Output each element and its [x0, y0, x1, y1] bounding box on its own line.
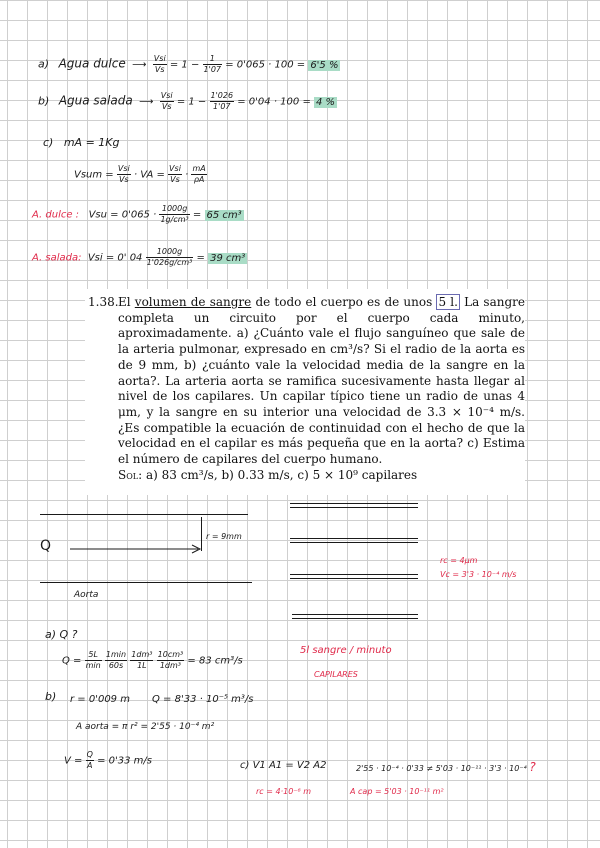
fraction: $\frac{\text{Vsi}}{Vs}$	[169, 164, 181, 184]
equation-text: = 0'04 · 100 =	[237, 96, 311, 108]
mass-given: mA = 1Kg	[63, 136, 120, 149]
part-c-line	[43, 136, 120, 149]
underlined-phrase: volumen de sangre	[134, 295, 252, 309]
asalada-line	[32, 247, 247, 268]
aorta-area: A aorta = π r² = 2'55 · 10⁻⁴ m²	[76, 722, 215, 732]
capillary-line	[290, 574, 418, 575]
part-b-marker: b)	[38, 94, 50, 108]
continuity-check	[356, 760, 536, 774]
result-highlight: 4 %	[316, 96, 336, 108]
result-highlight: 6'5 %	[310, 59, 339, 71]
capillary-radius-note: rc = 4μm	[440, 556, 478, 565]
equation-text: ·	[185, 169, 189, 181]
fraction: $\frac{\text{1dm³}}{1L}$	[131, 650, 153, 670]
problem-number: 1.38.	[88, 295, 119, 309]
capillary-line	[290, 542, 418, 543]
fraction: $\frac{5L}{\min}$	[85, 650, 101, 670]
asalada-label: A. salada:	[32, 252, 82, 264]
fraction: $\frac{\text{Vsi}}{Vs}$	[153, 54, 166, 74]
problem-body	[118, 295, 525, 483]
solution-text: a) 83 cm³/s, b) 0.33 m/s, c) 5 × 10⁹ capilares	[145, 467, 418, 482]
question-b-marker: b)	[45, 690, 57, 703]
fraction: $\frac{1\min}{60s}$	[105, 650, 127, 670]
solution-label: Sol:	[118, 467, 143, 482]
capillary-line	[290, 538, 418, 539]
part-a-line	[38, 54, 340, 75]
blood-volume-note: 5l sangre / minuto	[300, 645, 392, 656]
velocity-calc	[64, 750, 152, 771]
equation-text: = 83 cm³/s	[187, 655, 243, 667]
part-b-line	[38, 91, 337, 112]
problem-text: de todo el cuerpo es de unos	[255, 295, 433, 309]
equation-text: · VA =	[133, 169, 165, 181]
equation-text: = 1 −	[176, 96, 207, 108]
question-a-marker: a) Q ?	[45, 628, 78, 641]
problem-text: El	[118, 295, 131, 309]
adulce-line	[32, 204, 244, 225]
fraction: $\frac{1000g}{\text{1'026g/cm³}}$	[146, 247, 193, 267]
flow-label: Q	[40, 538, 52, 554]
fraction: $\frac{\text{Vsi}}{Vs}$	[117, 164, 130, 184]
equation-text: Vsum =	[74, 169, 114, 181]
capillary-line	[290, 578, 418, 579]
capillary-line	[290, 503, 418, 504]
fraction: $\frac{1'026}{1'07}$	[210, 91, 234, 111]
part-a-label: Agua dulce	[58, 56, 126, 71]
equation-text: =	[196, 252, 205, 264]
capillaries-label: CAPILARES	[314, 670, 358, 679]
part-b-label: Agua salada	[58, 93, 133, 108]
part-c-marker: c)	[43, 136, 54, 149]
question-mark: ?	[529, 760, 536, 774]
flow-value: Q = 8'33 · 10⁻⁵ m³/s	[152, 694, 254, 705]
fraction: $\frac{\text{10cm³}}{\text{1dm³}}$	[157, 650, 184, 670]
fraction: $\frac{1}{1'07}$	[203, 54, 221, 74]
adulce-label: A. dulce :	[32, 209, 80, 221]
capillary-velocity-note: Vc = 3'3 · 10⁻⁴ m/s	[440, 570, 517, 579]
problem-text: La sangre completa un circuito por el cuerpo cada minuto, aproximadamente. a) ¿Cuánto vale el flujo sanguíneo que sale de la arteria pulmonar, expresado en cm³/s? Si el radio de la aorta es de 9 mm, b) ¿cuánto vale la velocidad media de la sangre en la aorta?. La arteria aorta se ramifica sucesivamente hasta llegar al nivel de los capilares. Un capilar típico tiene un radio de unas 4 μm, y la sangre en su interior una velocidad de 3.3 × 10⁻⁴ m/s. ¿Es compatible la ecuación de continuidad con el hecho de que la velocidad en el capilar es más pequeña que en la aorta? c) Estima el número de capilares del cuerpo humano.	[118, 295, 525, 467]
result-highlight: 65 cm³	[206, 209, 242, 221]
arrow-icon: ⟶	[132, 59, 147, 71]
equation-text: = 0'065 · 100 =	[225, 59, 306, 71]
boxed-value: 5 l.	[438, 295, 458, 309]
fraction: $\frac{1000g}{\text{1g/cm³}}$	[160, 204, 189, 224]
problem-statement	[85, 289, 525, 495]
capillary-line	[292, 614, 418, 615]
equation-text: = 0'33 m/s	[97, 755, 152, 767]
equation-text: Vsu = 0'065 ·	[88, 209, 157, 221]
part-a-marker: a)	[38, 57, 50, 71]
fraction: $\frac{Q}{A}$	[86, 750, 93, 770]
continuity-equation: c) V1 A1 = V2 A2	[240, 760, 327, 771]
fraction: $\frac{\text{Vsi}}{Vs}$	[160, 91, 173, 111]
vsum-formula	[74, 164, 207, 185]
equation-text: 2'55 · 10⁻⁴ · 0'33 ≠ 5'03 · 10⁻¹¹ · 3'3 · 10⁻⁴	[356, 764, 527, 773]
arrow-icon: ⟶	[139, 96, 154, 108]
radius-marker	[201, 517, 202, 551]
capillary-area: A cap = 5'03 · 10⁻¹¹ m²	[350, 787, 444, 796]
radius-label: r = 9mm	[206, 532, 242, 541]
radius-value: r = 0'009 m	[70, 694, 130, 705]
aorta-bottom-wall	[40, 582, 252, 583]
equation-text: V =	[64, 755, 83, 767]
result-highlight: 39 cm³	[210, 252, 246, 264]
aorta-label: Aorta	[74, 590, 99, 600]
equation-text: Q =	[62, 655, 82, 667]
flow-arrow-icon	[70, 543, 204, 555]
capillary-line	[290, 507, 418, 508]
capillary-radius-si: rc = 4·10⁻⁶ m	[256, 787, 312, 796]
capillary-line	[292, 618, 418, 619]
equation-text: =	[192, 209, 202, 221]
flow-calc	[62, 650, 243, 671]
equation-text: Vsi = 0' 04	[87, 252, 143, 264]
equation-text: = 1 −	[169, 59, 200, 71]
aorta-top-wall	[40, 514, 248, 515]
fraction: $\frac{mA}{\rho A}$	[192, 164, 206, 184]
